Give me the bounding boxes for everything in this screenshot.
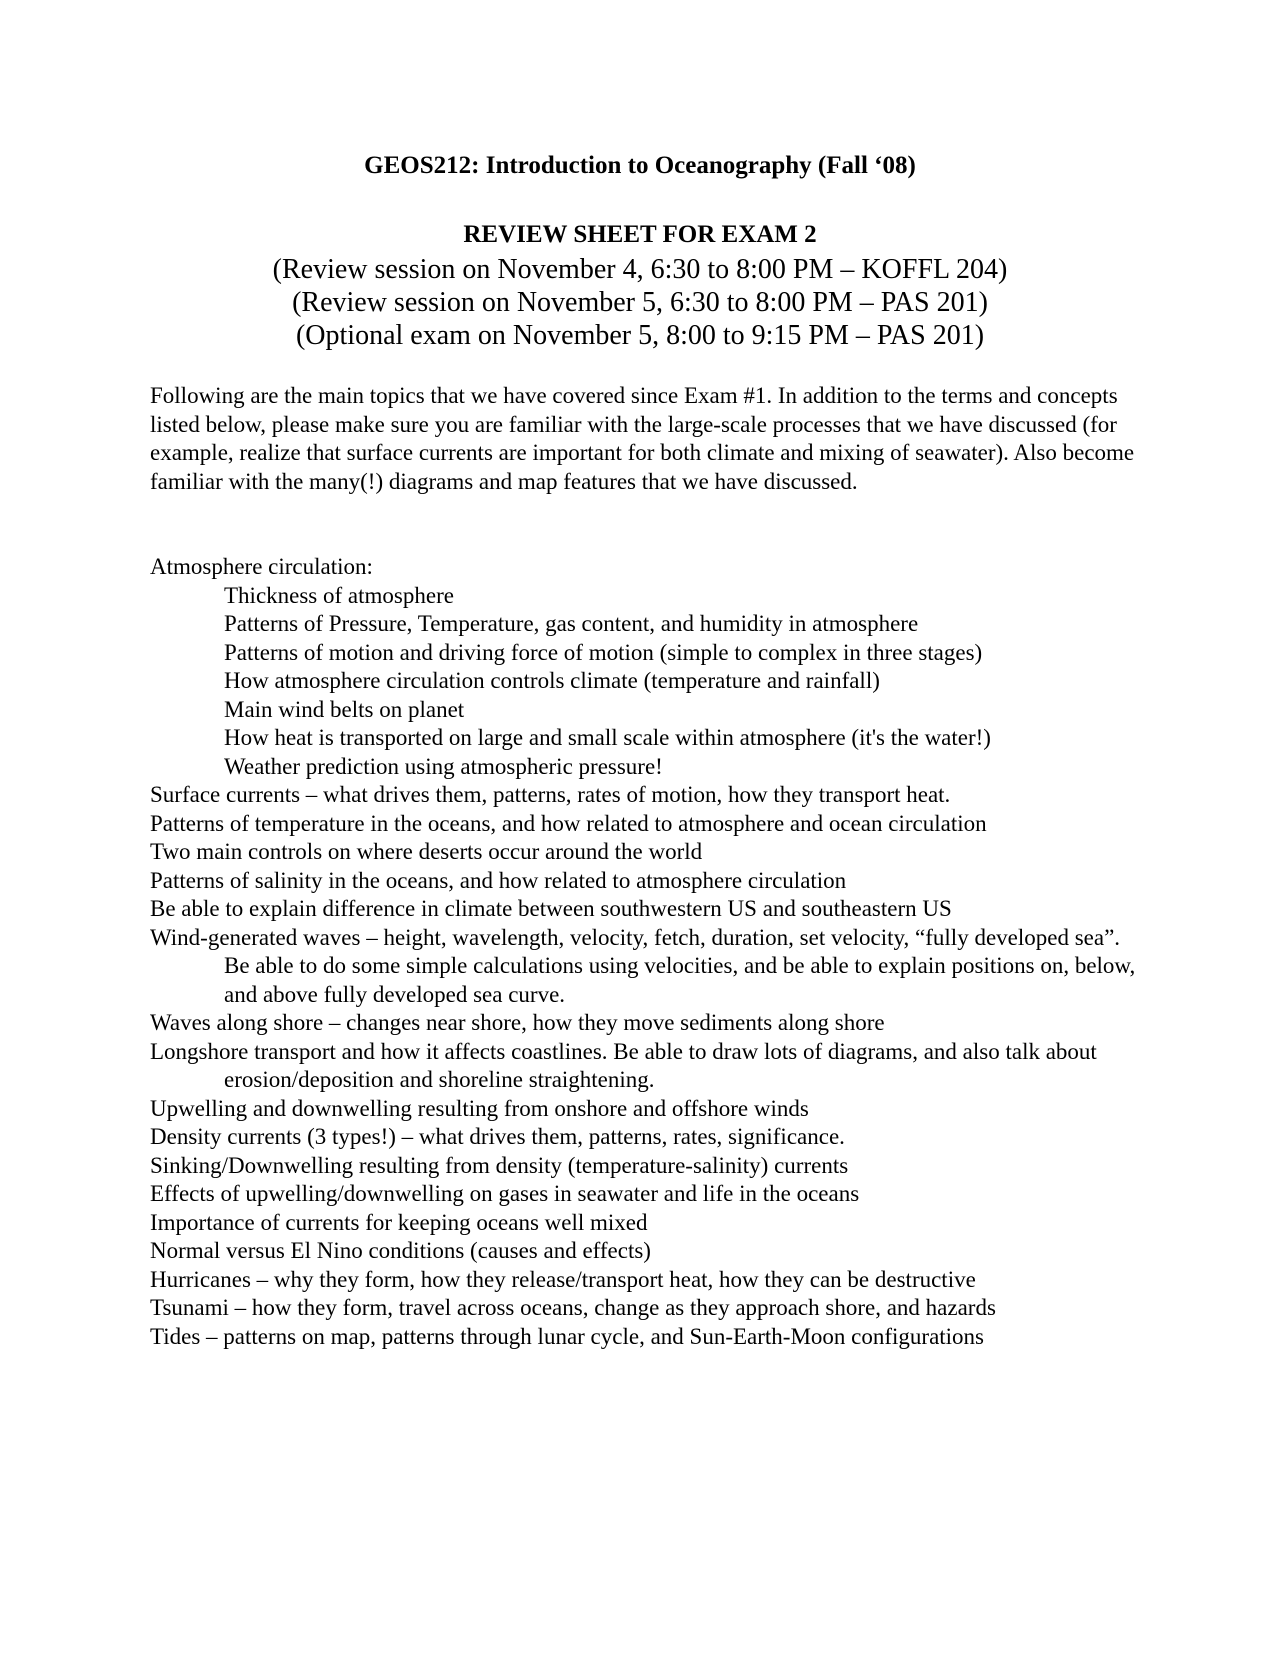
atmosphere-subtopic: Patterns of motion and driving force of motion (simple to complex in three stages) bbox=[224, 639, 983, 665]
session-line: (Review session on November 4, 6:30 to 8:00 PM – KOFFL 204) bbox=[272, 254, 1008, 285]
atmosphere-heading: Atmosphere circulation: bbox=[150, 554, 373, 579]
topic-item: Longshore transport and how it affects coastlines. Be able to draw lots of diagrams, and also talk about erosion/deposition and shoreline straightening. bbox=[150, 1038, 1097, 1092]
atmosphere-subtopic: How atmosphere circulation controls climate (temperature and rainfall) bbox=[224, 668, 880, 693]
topic-item: Density currents (3 types!) – what drives them, patterns, rates, significance. bbox=[150, 1124, 845, 1149]
session-schedule bbox=[0, 253, 1280, 352]
course-title: GEOS212: Introduction to Oceanography (Fall ‘08) bbox=[364, 152, 916, 179]
atmosphere-subtopic: Main wind belts on planet bbox=[224, 696, 465, 722]
sheet-title: REVIEW SHEET FOR EXAM 2 bbox=[463, 221, 817, 248]
atmosphere-subtopic: Thickness of atmosphere bbox=[224, 582, 454, 608]
topic-item: Surface currents – what drives them, patterns, rates of motion, how they transport heat. bbox=[150, 782, 951, 807]
topic-item: Tsunami – how they form, travel across oceans, change as they approach shore, and hazards bbox=[150, 1295, 996, 1320]
atmosphere-subtopic: Patterns of Pressure, Temperature, gas content, and humidity in atmosphere bbox=[224, 611, 919, 636]
topic-item: Upwelling and downwelling resulting from onshore and offshore winds bbox=[150, 1095, 809, 1121]
topic-item: Importance of currents for keeping oceans well mixed bbox=[150, 1209, 648, 1235]
topic-list bbox=[150, 553, 1140, 1351]
topic-item: Effects of upwelling/downwelling on gases in seawater and life in the oceans bbox=[150, 1181, 860, 1206]
atmosphere-subtopic: How heat is transported on large and small scale within atmosphere (it's the water!) bbox=[224, 725, 991, 750]
topic-item: Wind-generated waves – height, wavelength, velocity, fetch, duration, set velocity, “fully developed sea”. Be able to do some simple calculations using velocities, and be able to explain positions on, below, and above fully developed sea curve. bbox=[150, 924, 1136, 1007]
topic-item: Tides – patterns on map, patterns through lunar cycle, and Sun-Earth-Moon configurations bbox=[150, 1323, 985, 1349]
topic-item: Be able to explain difference in climate between southwestern US and southeastern US bbox=[150, 896, 952, 921]
atmosphere-subtopic: Weather prediction using atmospheric pressure! bbox=[224, 753, 663, 779]
session-line: (Optional exam on November 5, 8:00 to 9:15 PM – PAS 201) bbox=[295, 320, 985, 351]
topic-item: Waves along shore – changes near shore, how they move sediments along shore bbox=[150, 1010, 885, 1035]
intro-paragraph: Following are the main topics that we have covered since Exam #1. In addition to the terms and concepts listed below, please make sure you are familiar with the large-scale processes that we have discussed (for example, realize that surface currents are important for both climate and mixing of seawater). Also become familiar with the many(!) diagrams and map features that we have discussed. bbox=[150, 383, 1135, 494]
topic-item: Patterns of salinity in the oceans, and how related to atmosphere circulation bbox=[150, 867, 847, 893]
topic-item: Sinking/Downwelling resulting from density (temperature-salinity) currents bbox=[150, 1152, 849, 1178]
topic-item: Two main controls on where deserts occur around the world bbox=[150, 839, 703, 864]
topic-item: Hurricanes – why they form, how they release/transport heat, how they can be destructive bbox=[150, 1266, 976, 1292]
session-line: (Review session on November 5, 6:30 to 8:00 PM – PAS 201) bbox=[292, 287, 988, 318]
topic-item: Normal versus El Nino conditions (causes and effects) bbox=[150, 1238, 651, 1263]
topic-item: Patterns of temperature in the oceans, and how related to atmosphere and ocean circulation bbox=[150, 810, 987, 836]
